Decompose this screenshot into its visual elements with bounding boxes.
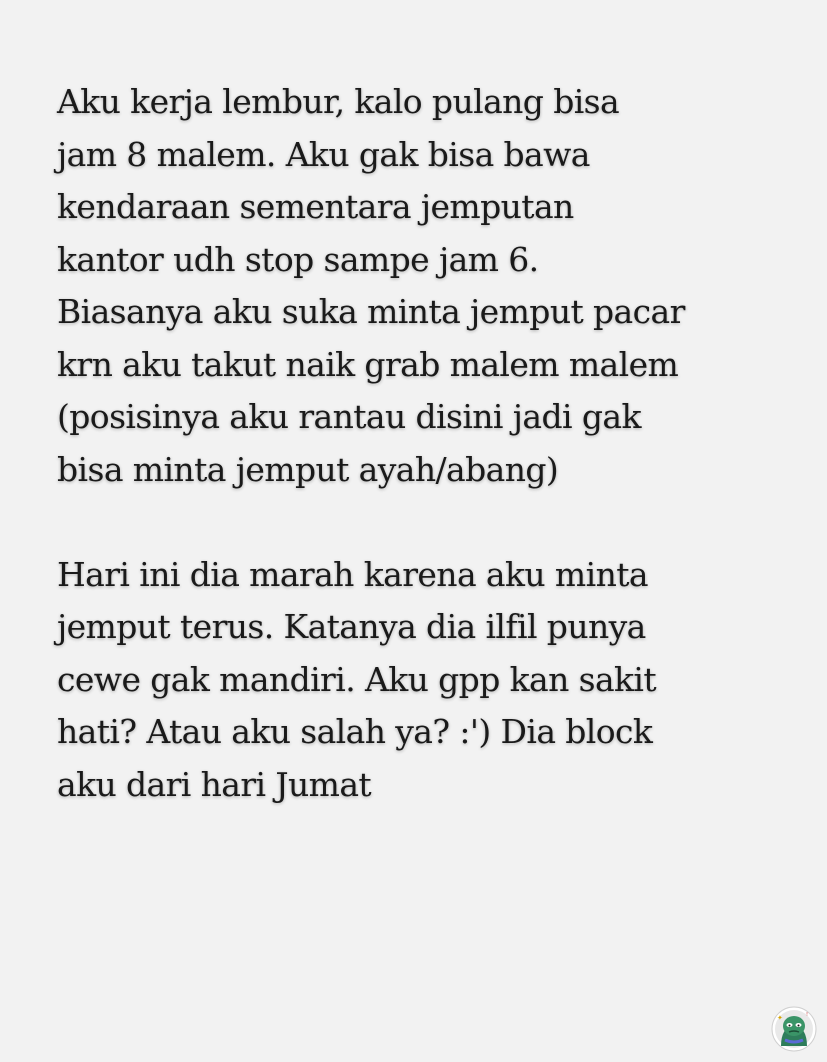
text-line: bisa minta jemput ayah/abang) <box>57 449 559 489</box>
avatar-graphic <box>771 1006 817 1052</box>
paragraph-2 <box>57 549 797 812</box>
text-line: jemput terus. Katanya dia ilfil punya <box>57 607 646 646</box>
text-line: aku dari hari Jumat <box>57 764 372 804</box>
text-line: jam 8 malem. Aku gak bisa bawa <box>57 134 590 174</box>
story-text <box>57 76 797 864</box>
svg-text:✦: ✦ <box>777 1014 783 1022</box>
text-line: kantor udh stop sampe jam 6. <box>57 239 539 279</box>
text-line: krn aku takut naik grab malem malem <box>57 344 679 384</box>
paragraph-1 <box>57 76 797 496</box>
text-line: Aku kerja lembur, kalo pulang bisa <box>57 82 620 121</box>
text-line: Hari ini dia marah karena aku minta <box>57 554 648 594</box>
green-character-avatar-icon <box>771 1006 817 1052</box>
text-line: (posisinya aku rantau disini jadi gak <box>57 397 641 436</box>
text-line: Biasanya aku suka minta jemput pacar <box>57 292 685 331</box>
svg-text:!: ! <box>806 1012 809 1018</box>
text-line: kendaraan sementara jemputan <box>57 187 574 226</box>
text-line: cewe gak mandiri. Aku gpp kan sakit <box>57 659 657 699</box>
text-line: hati? Atau aku salah ya? :') Dia block <box>57 712 653 751</box>
